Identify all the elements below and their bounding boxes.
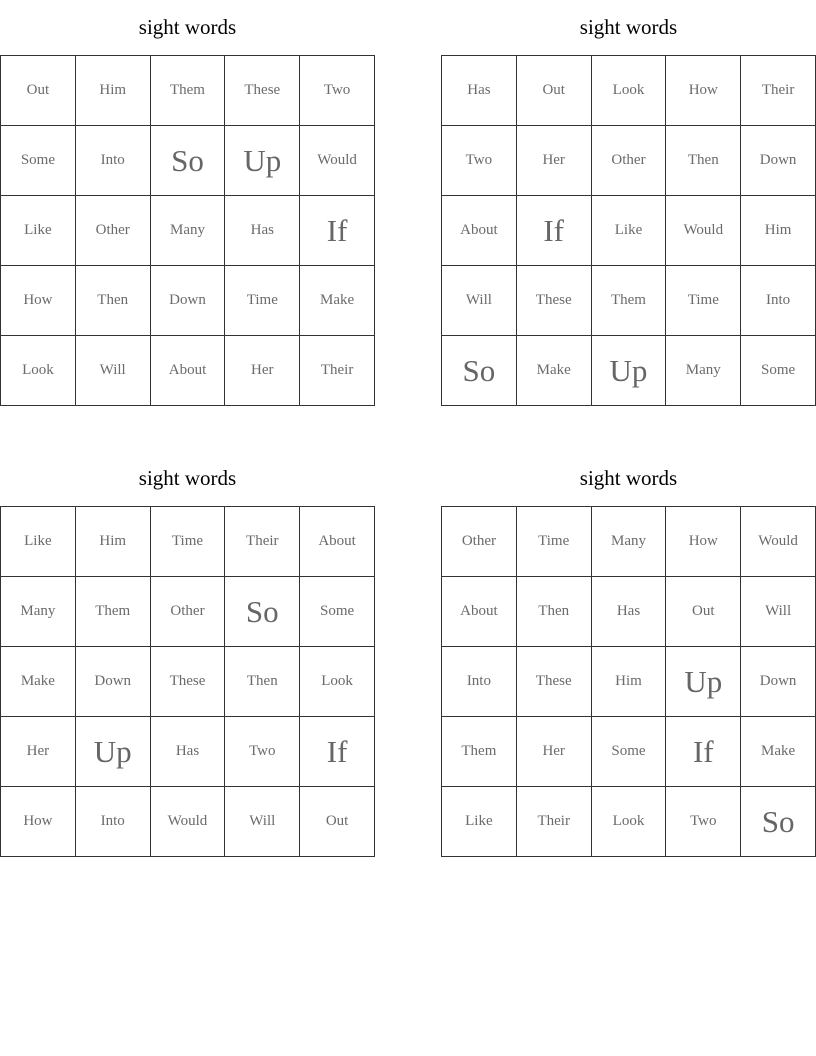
grid-cell: Many [666, 336, 741, 406]
grid-cell: Them [151, 56, 226, 126]
grid-cell: Down [76, 647, 151, 717]
grid-cell: Their [300, 336, 375, 406]
grid-cell: Two [666, 787, 741, 857]
grid-cell: Many [592, 507, 667, 577]
grid-cell: Time [225, 266, 300, 336]
word-grid [441, 55, 816, 406]
card-title: sight words [579, 15, 678, 39]
grid-cell: If [300, 717, 375, 787]
grid-cell: Him [76, 507, 151, 577]
grid-cell: Like [1, 507, 76, 577]
grid-cell: Has [592, 577, 667, 647]
grid-cell: Make [741, 717, 816, 787]
grid-cell: Then [225, 647, 300, 717]
grid-cell: Some [1, 126, 76, 196]
grid-cell: Her [517, 717, 592, 787]
grid-cell: If [300, 196, 375, 266]
grid-cell: Up [666, 647, 741, 717]
word-grid [0, 506, 375, 857]
grid-cell: These [225, 56, 300, 126]
grid-cell: Him [592, 647, 667, 717]
grid-cell: About [442, 196, 517, 266]
grid-cell: Other [592, 126, 667, 196]
grid-cell: Other [151, 577, 226, 647]
card-title: sight words [138, 15, 237, 39]
card-title: sight words [138, 466, 237, 490]
grid-cell: Them [592, 266, 667, 336]
grid-cell: Her [1, 717, 76, 787]
grid-cell: Two [225, 717, 300, 787]
grid-cell: Her [517, 126, 592, 196]
grid-cell: Then [666, 126, 741, 196]
grid-cell: About [300, 507, 375, 577]
grid-cell: Then [517, 577, 592, 647]
grid-cell: Time [151, 507, 226, 577]
grid-cell: Him [76, 56, 151, 126]
grid-cell: Him [741, 196, 816, 266]
grid-cell: Two [300, 56, 375, 126]
grid-cell: Their [517, 787, 592, 857]
grid-cell: Make [300, 266, 375, 336]
grid-cell: Down [741, 647, 816, 717]
grid-cell: Into [442, 647, 517, 717]
grid-cell: How [666, 507, 741, 577]
grid-cell: Like [1, 196, 76, 266]
grid-cell: So [225, 577, 300, 647]
grid-cell: Up [76, 717, 151, 787]
grid-cell: Would [151, 787, 226, 857]
grid-cell: If [666, 717, 741, 787]
grid-cell: Two [442, 126, 517, 196]
grid-cell: Then [76, 266, 151, 336]
grid-cell: Their [741, 56, 816, 126]
grid-cell: Has [442, 56, 517, 126]
grid-cell: These [517, 647, 592, 717]
grid-cell: About [442, 577, 517, 647]
grid-cell: Some [592, 717, 667, 787]
grid-cell: Many [151, 196, 226, 266]
grid-cell: Her [225, 336, 300, 406]
grid-cell: If [517, 196, 592, 266]
grid-cell: Has [225, 196, 300, 266]
grid-cell: Into [741, 266, 816, 336]
grid-cell: So [741, 787, 816, 857]
grid-cell: Some [741, 336, 816, 406]
grid-cell: Would [300, 126, 375, 196]
grid-cell: Make [1, 647, 76, 717]
grid-cell: How [1, 787, 76, 857]
grid-cell: Out [1, 56, 76, 126]
card-title: sight words [579, 466, 678, 490]
grid-cell: Into [76, 787, 151, 857]
grid-cell: Other [76, 196, 151, 266]
grid-cell: Up [225, 126, 300, 196]
grid-cell: Into [76, 126, 151, 196]
grid-cell: Out [517, 56, 592, 126]
grid-cell: So [442, 336, 517, 406]
grid-cell: Time [666, 266, 741, 336]
word-grid [441, 506, 816, 857]
grid-cell: Will [76, 336, 151, 406]
word-grid [0, 55, 375, 406]
grid-cell: Look [300, 647, 375, 717]
grid-cell: Down [741, 126, 816, 196]
grid-cell: Look [1, 336, 76, 406]
grid-cell: Down [151, 266, 226, 336]
grid-cell: Out [666, 577, 741, 647]
grid-cell: So [151, 126, 226, 196]
grid-cell: Many [1, 577, 76, 647]
grid-cell: How [666, 56, 741, 126]
grid-cell: About [151, 336, 226, 406]
grid-cell: Time [517, 507, 592, 577]
grid-cell: Like [442, 787, 517, 857]
grid-cell: Has [151, 717, 226, 787]
grid-cell: Will [741, 577, 816, 647]
grid-cell: Will [225, 787, 300, 857]
grid-cell: Them [442, 717, 517, 787]
grid-cell: Look [592, 787, 667, 857]
grid-cell: These [517, 266, 592, 336]
grid-cell: Out [300, 787, 375, 857]
grid-cell: Will [442, 266, 517, 336]
grid-cell: How [1, 266, 76, 336]
grid-cell: Their [225, 507, 300, 577]
grid-cell: Them [76, 577, 151, 647]
grid-cell: Would [666, 196, 741, 266]
grid-cell: These [151, 647, 226, 717]
grid-cell: Would [741, 507, 816, 577]
grid-cell: Other [442, 507, 517, 577]
grid-cell: Like [592, 196, 667, 266]
grid-cell: Look [592, 56, 667, 126]
grid-cell: Up [592, 336, 667, 406]
grid-cell: Some [300, 577, 375, 647]
grid-cell: Make [517, 336, 592, 406]
